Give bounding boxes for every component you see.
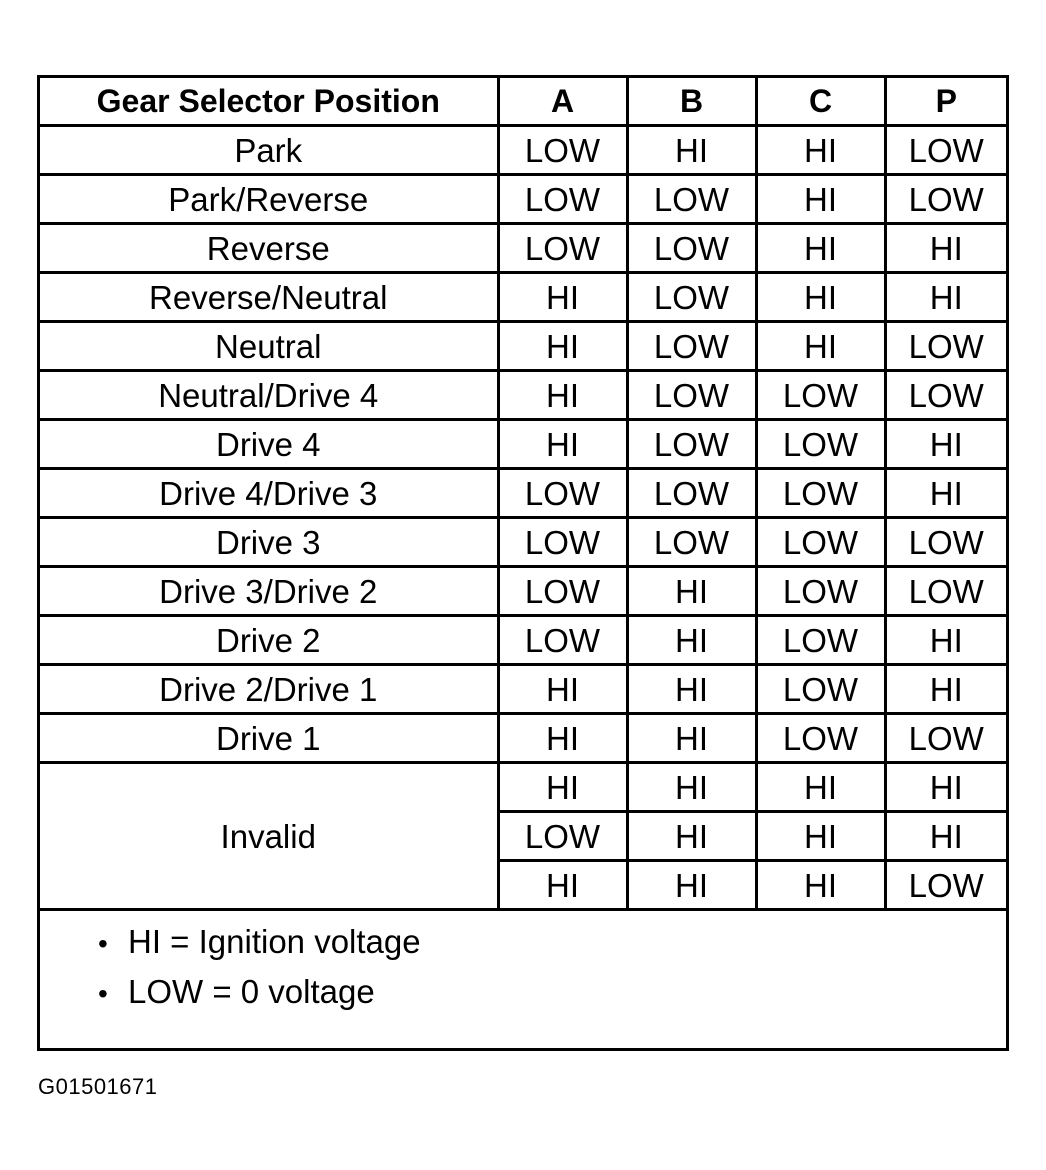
value-cell-a: LOW <box>498 812 627 861</box>
value-cell-a: HI <box>498 322 627 371</box>
value-cell-p: LOW <box>885 371 1006 420</box>
value-cell-p: LOW <box>885 567 1006 616</box>
value-cell-b: HI <box>627 616 756 665</box>
value-cell-a: LOW <box>498 616 627 665</box>
table-row <box>40 175 1006 224</box>
value-cell-c: LOW <box>756 420 885 469</box>
position-cell: Park/Reverse <box>40 175 498 224</box>
header-c: C <box>756 78 885 126</box>
position-cell: Neutral/Drive 4 <box>40 371 498 420</box>
position-cell: Neutral <box>40 322 498 371</box>
header-row <box>40 78 1006 126</box>
position-cell-invalid: Invalid <box>40 763 498 910</box>
value-cell-p: LOW <box>885 861 1006 910</box>
value-cell-a: HI <box>498 763 627 812</box>
header-b: B <box>627 78 756 126</box>
note-hi <box>98 917 1006 967</box>
bullet: • <box>98 978 108 1009</box>
value-cell-p: HI <box>885 224 1006 273</box>
value-cell-b: LOW <box>627 273 756 322</box>
table-row <box>40 371 1006 420</box>
value-cell-a: HI <box>498 371 627 420</box>
header-a: A <box>498 78 627 126</box>
value-cell-c: LOW <box>756 616 885 665</box>
position-cell: Drive 2 <box>40 616 498 665</box>
value-cell-a: LOW <box>498 175 627 224</box>
value-cell-p: LOW <box>885 518 1006 567</box>
value-cell-c: HI <box>756 812 885 861</box>
table-row <box>40 665 1006 714</box>
value-cell-c: HI <box>756 861 885 910</box>
value-cell-p: HI <box>885 273 1006 322</box>
value-cell-b: LOW <box>627 224 756 273</box>
table-row <box>40 273 1006 322</box>
value-cell-a: LOW <box>498 518 627 567</box>
value-cell-a: HI <box>498 420 627 469</box>
value-cell-b: LOW <box>627 322 756 371</box>
value-cell-c: LOW <box>756 518 885 567</box>
value-cell-p: LOW <box>885 714 1006 763</box>
value-cell-b: LOW <box>627 371 756 420</box>
value-cell-p: LOW <box>885 322 1006 371</box>
value-cell-c: HI <box>756 175 885 224</box>
note-low <box>98 967 1006 1017</box>
value-cell-b: HI <box>627 763 756 812</box>
table-row <box>40 518 1006 567</box>
table-row <box>40 322 1006 371</box>
value-cell-c: LOW <box>756 714 885 763</box>
value-cell-b: LOW <box>627 175 756 224</box>
value-cell-p: LOW <box>885 175 1006 224</box>
value-cell-c: HI <box>756 126 885 175</box>
value-cell-p: HI <box>885 763 1006 812</box>
value-cell-c: HI <box>756 763 885 812</box>
value-cell-c: LOW <box>756 371 885 420</box>
header-gear-selector-position: Gear Selector Position <box>40 78 498 126</box>
position-cell: Reverse <box>40 224 498 273</box>
header-p: P <box>885 78 1006 126</box>
table-row <box>40 126 1006 175</box>
position-cell: Reverse/Neutral <box>40 273 498 322</box>
table-row <box>40 224 1006 273</box>
position-cell: Drive 3/Drive 2 <box>40 567 498 616</box>
value-cell-p: HI <box>885 616 1006 665</box>
value-cell-a: LOW <box>498 567 627 616</box>
value-cell-b: LOW <box>627 469 756 518</box>
table-row <box>40 616 1006 665</box>
figure-id: G01501671 <box>38 1074 158 1099</box>
table-row <box>40 469 1006 518</box>
value-cell-b: LOW <box>627 420 756 469</box>
value-cell-c: LOW <box>756 567 885 616</box>
position-cell: Drive 4 <box>40 420 498 469</box>
bullet: • <box>98 928 108 959</box>
value-cell-a: LOW <box>498 224 627 273</box>
value-cell-b: HI <box>627 126 756 175</box>
position-cell: Drive 3 <box>40 518 498 567</box>
table-row <box>40 420 1006 469</box>
value-cell-b: HI <box>627 665 756 714</box>
value-cell-a: HI <box>498 714 627 763</box>
value-cell-b: HI <box>627 861 756 910</box>
position-cell: Park <box>40 126 498 175</box>
position-cell: Drive 2/Drive 1 <box>40 665 498 714</box>
value-cell-c: LOW <box>756 665 885 714</box>
gear-selector-table <box>40 78 1006 911</box>
value-cell-a: HI <box>498 665 627 714</box>
value-cell-a: HI <box>498 273 627 322</box>
value-cell-c: HI <box>756 224 885 273</box>
note-text: HI = Ignition voltage <box>128 923 421 960</box>
value-cell-p: LOW <box>885 126 1006 175</box>
value-cell-b: HI <box>627 567 756 616</box>
value-cell-a: LOW <box>498 126 627 175</box>
value-cell-b: HI <box>627 714 756 763</box>
table-row <box>40 567 1006 616</box>
value-cell-c: HI <box>756 273 885 322</box>
table-row <box>40 714 1006 763</box>
notes <box>40 911 1006 1017</box>
value-cell-p: HI <box>885 420 1006 469</box>
value-cell-a: HI <box>498 861 627 910</box>
position-cell: Drive 1 <box>40 714 498 763</box>
note-text: LOW = 0 voltage <box>128 973 375 1010</box>
value-cell-c: HI <box>756 322 885 371</box>
table-row-invalid <box>40 763 1006 812</box>
value-cell-b: HI <box>627 812 756 861</box>
value-cell-b: LOW <box>627 518 756 567</box>
value-cell-p: HI <box>885 469 1006 518</box>
position-cell: Drive 4/Drive 3 <box>40 469 498 518</box>
value-cell-p: HI <box>885 665 1006 714</box>
value-cell-a: LOW <box>498 469 627 518</box>
value-cell-c: LOW <box>756 469 885 518</box>
value-cell-p: HI <box>885 812 1006 861</box>
gear-selector-table-frame <box>37 75 1009 1051</box>
